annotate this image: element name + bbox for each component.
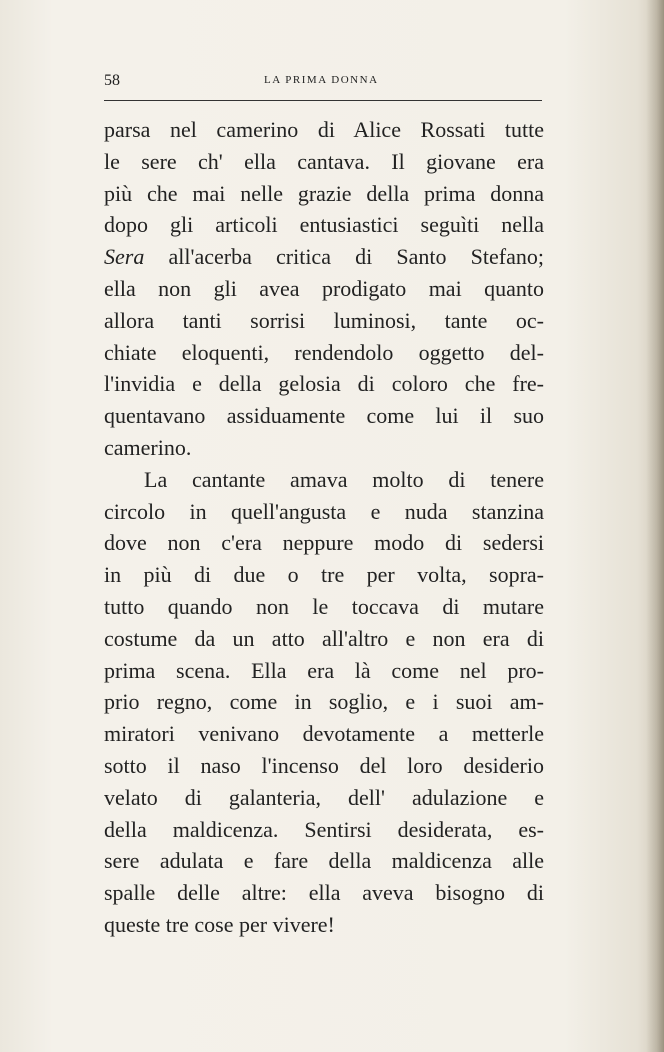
text-line: prima scena. Ella era là come nel pro- <box>104 657 544 683</box>
text-line: dove non c'era neppure modo di sedersi <box>104 530 544 556</box>
text-line: più che mai nelle grazie della prima donna <box>104 180 544 206</box>
text-line: costume da un atto all'altro e non era di <box>104 625 544 651</box>
text-line: le sere ch' ella cantava. Il giovane era <box>104 148 544 174</box>
text-line: circolo in quell'angusta e nuda stanzina <box>104 498 544 524</box>
text-line: La cantante amava molto di tenere <box>144 466 544 492</box>
body-text <box>104 114 544 941</box>
text-line: miratori venivano devotamente a metterle <box>104 721 544 747</box>
text-line: prio regno, come in soglio, e i suoi am- <box>104 689 544 715</box>
text-line: dopo gli articoli entusiastici seguìti nella <box>104 212 544 238</box>
page-number: 58 <box>104 72 120 89</box>
text-line: sere adulata e fare della maldicenza alle <box>104 848 544 874</box>
text-line: spalle delle altre: ella aveva bisogno di <box>104 880 544 906</box>
text-line: ella non gli avea prodigato mai quanto <box>104 275 544 301</box>
text-line: in più di due o tre per volta, sopra- <box>104 562 544 588</box>
page-edge-shadow <box>646 0 664 1052</box>
text-line: velato di galanteria, dell' adulazione e <box>104 784 544 810</box>
text-line: sotto il naso l'incenso del loro desiderio <box>104 752 544 778</box>
text-line: allora tanti sorrisi luminosi, tante oc- <box>104 307 544 333</box>
text-line: Sera all'acerba critica di Santo Stefano; <box>104 244 544 270</box>
text-line: camerino. <box>104 434 192 460</box>
page-header <box>104 72 540 92</box>
text-line: della maldicenza. Sentirsi desiderata, es- <box>104 816 544 842</box>
header-rule <box>104 100 542 101</box>
running-title: LA PRIMA DONNA <box>264 74 379 86</box>
text-line: tutto quando non le toccava di mutare <box>104 593 544 619</box>
text-line: queste tre cose per vivere! <box>104 911 335 937</box>
text-line: chiate eloquenti, rendendolo oggetto del- <box>104 339 544 365</box>
text-line: parsa nel camerino di Alice Rossati tutte <box>104 117 544 142</box>
text-line: quentavano assiduamente come lui il suo <box>104 403 544 429</box>
text-line: l'invidia e della gelosia di coloro che fre- <box>104 371 544 397</box>
